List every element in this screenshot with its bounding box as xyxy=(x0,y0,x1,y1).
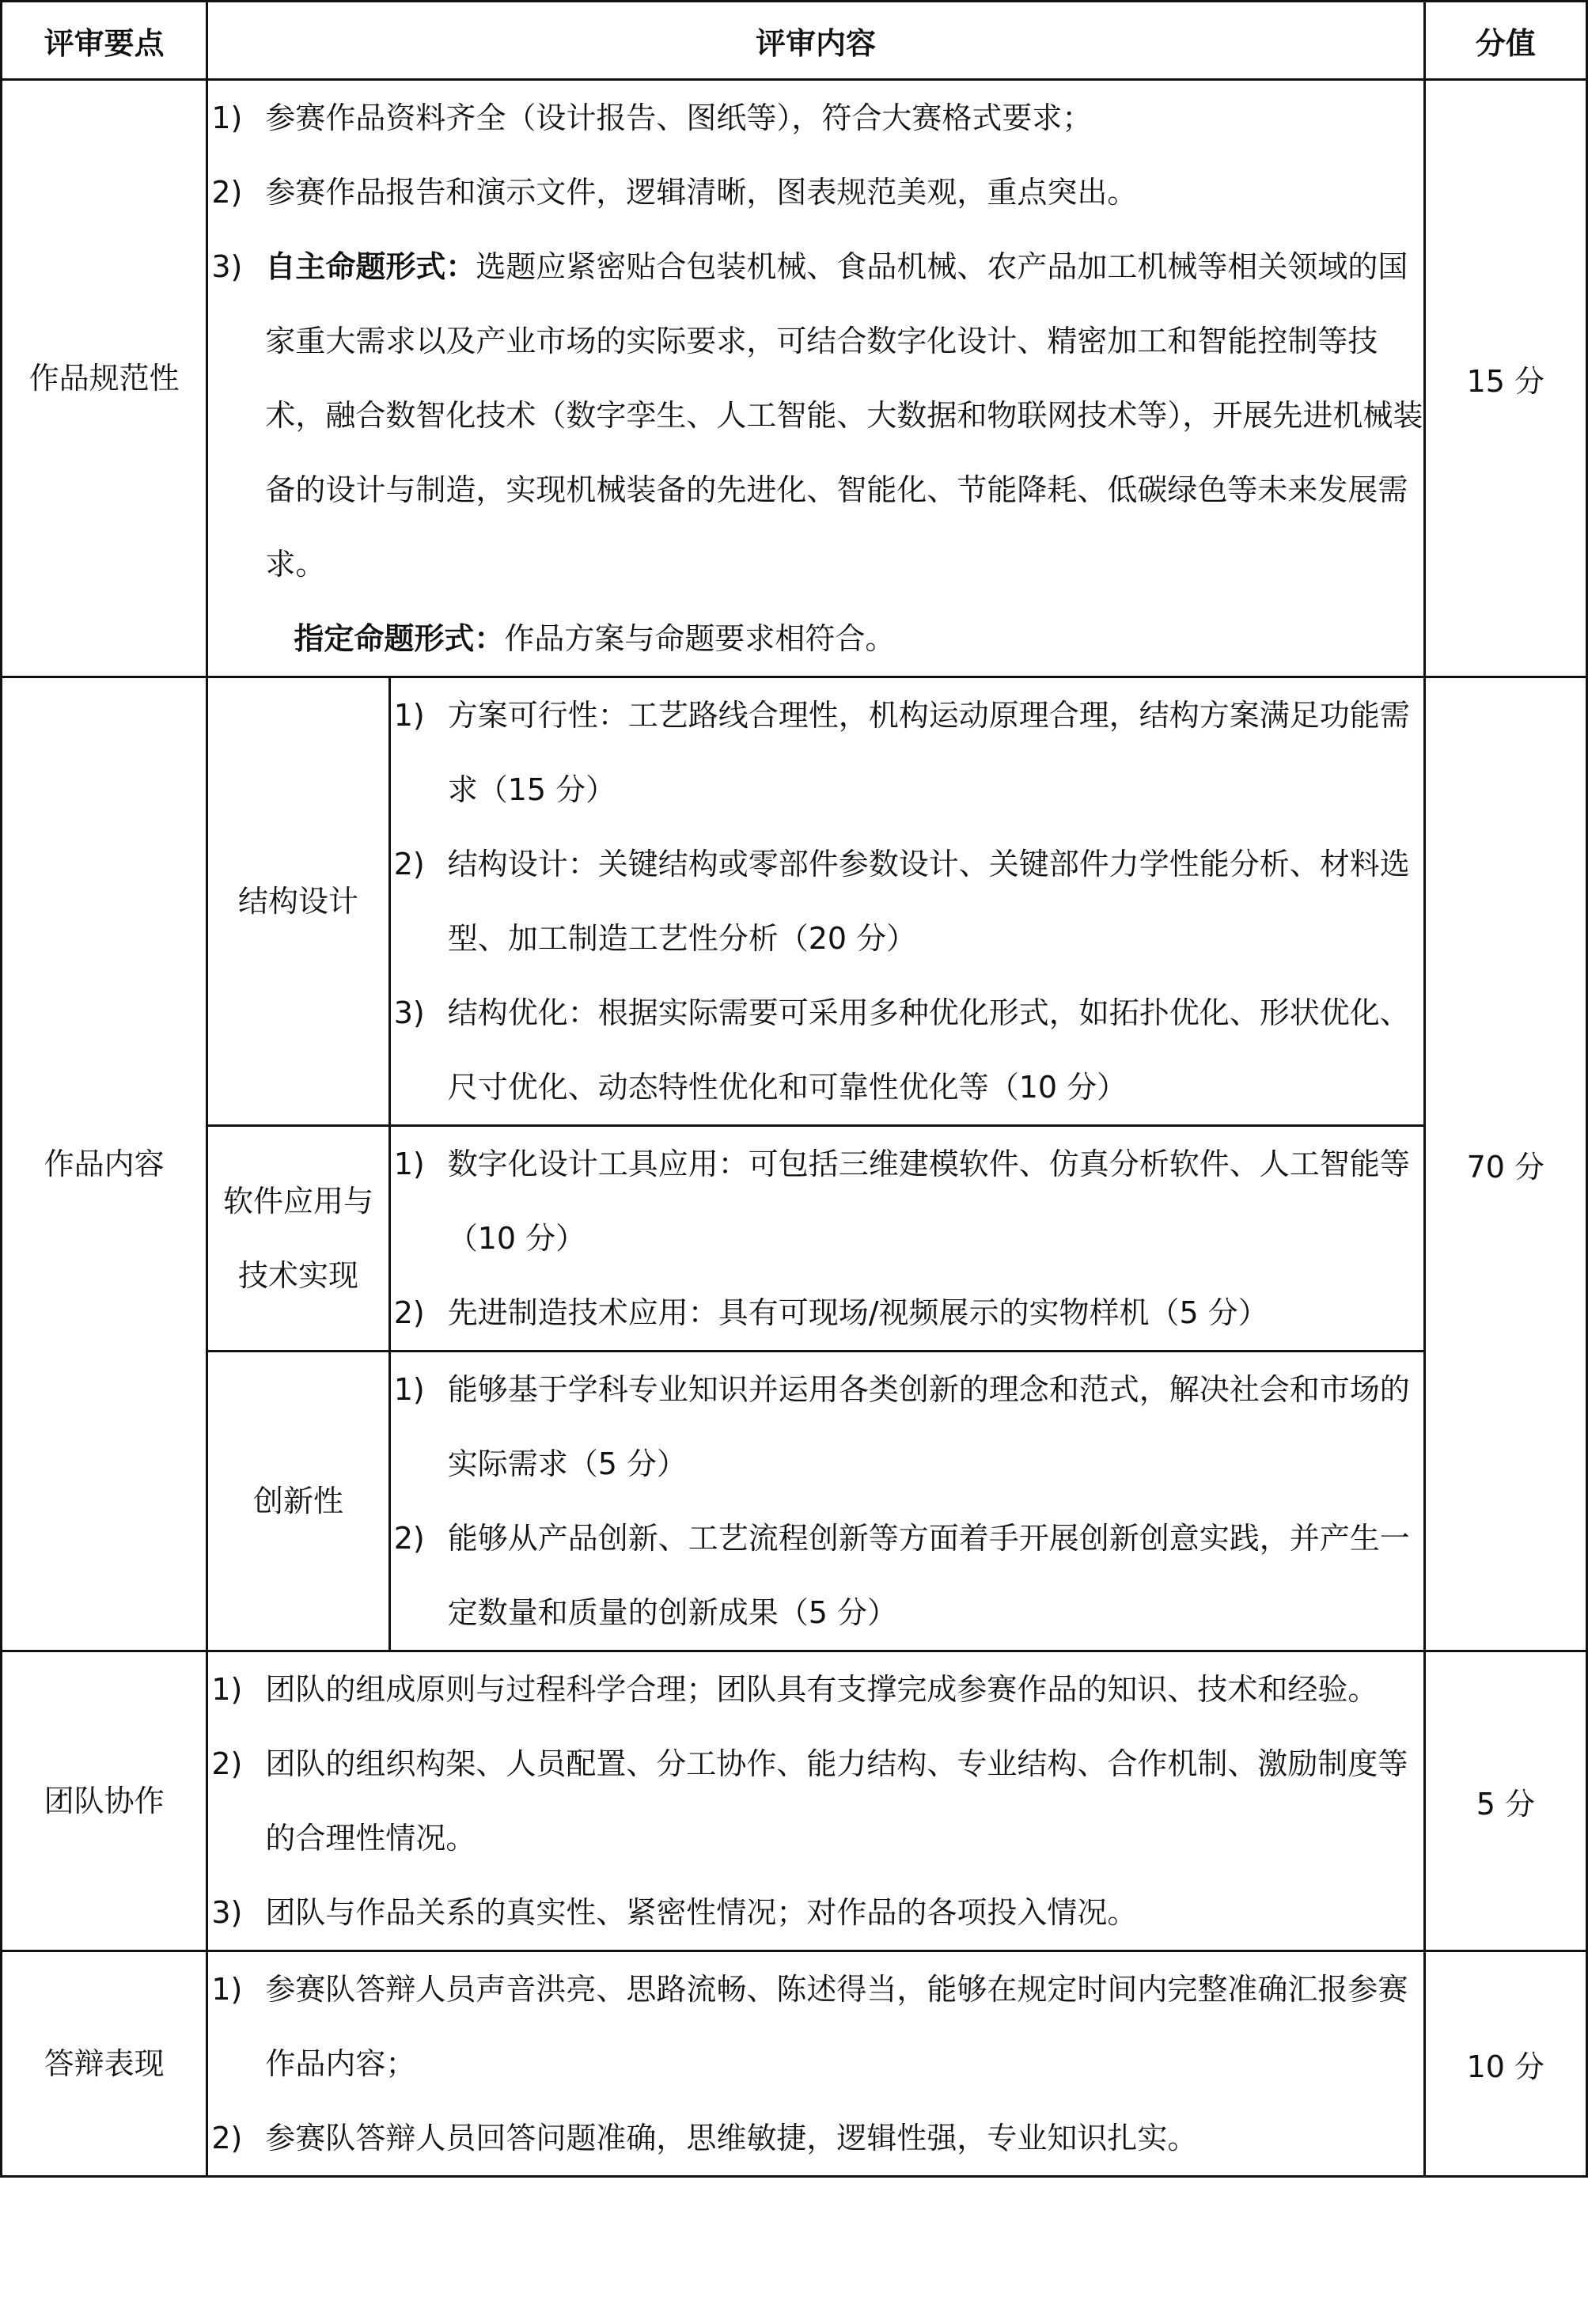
content-score: 70 分 xyxy=(1424,677,1586,1651)
software-label: 软件应用与技术实现 xyxy=(207,1126,389,1352)
team-label: 团队协作 xyxy=(2,1651,207,1951)
row-norm xyxy=(2,80,1587,677)
list-item: 1) 参赛队答辩人员声音洪亮、思路流畅、陈述得当，能够在规定时间内完整准确汇报参赛作品内容； xyxy=(211,1972,1408,2081)
content-label: 作品内容 xyxy=(2,677,207,1651)
row-team xyxy=(2,1651,1587,1951)
list-item: 2) 参赛队答辩人员回答问题准确，思维敏捷，逻辑性强，专业知识扎实。 xyxy=(211,2121,1198,2155)
innovation-content xyxy=(389,1352,1424,1651)
row-content-structure xyxy=(2,677,1587,1126)
innovation-label: 创新性 xyxy=(207,1352,389,1651)
header-content: 评审内容 xyxy=(207,2,1424,80)
list-item: 1) 方案可行性：工艺路线合理性，机构运动原理合理，结构方案满足功能需求（15 分） xyxy=(393,698,1410,807)
norm-score: 15 分 xyxy=(1424,80,1586,677)
header-row xyxy=(2,2,1587,80)
defense-content xyxy=(207,1951,1424,2177)
structure-content xyxy=(389,677,1424,1126)
list-item: 2) 团队的组织构架、人员配置、分工协作、能力结构、专业结构、合作机制、激励制度等的合理性情况。 xyxy=(211,1746,1408,1856)
list-item: 2) 能够从产品创新、工艺流程创新等方面着手开展创新创意实践，并产生一定数量和质量的创新成果（5 分） xyxy=(393,1521,1410,1630)
list-item: 3) 自主命题形式：选题应紧密贴合包装机械、食品机械、农产品加工机械等相关领域的国家重大需求以及产业市场的实际要求，可结合数字化设计、精密加工和智能控制等技术，融合数智化技术（数字孪生、人工智能、大数据和物联网技术等），开展先进机械装备的设计与制造，实现机械装备的先进化、智能化、节能降耗、低碳绿色等未来发展需求。 xyxy=(211,249,1423,582)
list-item: 1) 能够基于学科专业知识并运用各类创新的理念和范式，解决社会和市场的实际需求（5 分） xyxy=(393,1372,1410,1481)
list-item: 1) 数字化设计工具应用：可包括三维建模软件、仿真分析软件、人工智能等（10 分） xyxy=(393,1147,1410,1256)
row-defense xyxy=(2,1951,1587,2177)
defense-score: 10 分 xyxy=(1424,1951,1586,2177)
list-item: 1) 团队的组成原则与过程科学合理；团队具有支撑完成参赛作品的知识、技术和经验。 xyxy=(211,1672,1378,1707)
list-item: 2) 参赛作品报告和演示文件，逻辑清晰，图表规范美观，重点突出。 xyxy=(211,175,1138,210)
software-content xyxy=(389,1126,1424,1352)
norm-content xyxy=(207,80,1424,677)
header-criteria: 评审要点 xyxy=(2,2,207,80)
list-item: 3) 结构优化：根据实际需要可采用多种优化形式，如拓扑优化、形状优化、尺寸优化、动态特性优化和可靠性优化等（10 分） xyxy=(393,995,1410,1105)
list-item: 2) 先进制造技术应用：具有可现场/视频展示的实物样机（5 分） xyxy=(393,1295,1268,1330)
assigned-topic-note: 指定命题形式：作品方案与命题要求相符合。 xyxy=(294,621,896,656)
self-proposed-label: 自主命题形式： xyxy=(265,249,476,284)
defense-label: 答辩表现 xyxy=(2,1951,207,2177)
norm-label: 作品规范性 xyxy=(2,80,207,677)
team-score: 5 分 xyxy=(1424,1651,1586,1951)
structure-label: 结构设计 xyxy=(207,677,389,1126)
list-item: 2) 结构设计：关键结构或零部件参数设计、关键部件力学性能分析、材料选型、加工制造工艺性分析（20 分） xyxy=(393,847,1410,956)
row-content-innovation xyxy=(2,1352,1587,1651)
team-content xyxy=(207,1651,1424,1951)
list-item: 3) 团队与作品关系的真实性、紧密性情况；对作品的各项投入情况。 xyxy=(211,1895,1138,1930)
header-score: 分值 xyxy=(1424,2,1586,80)
list-item: 1) 参赛作品资料齐全（设计报告、图纸等），符合大赛格式要求； xyxy=(211,100,1093,135)
row-content-software xyxy=(2,1126,1587,1352)
